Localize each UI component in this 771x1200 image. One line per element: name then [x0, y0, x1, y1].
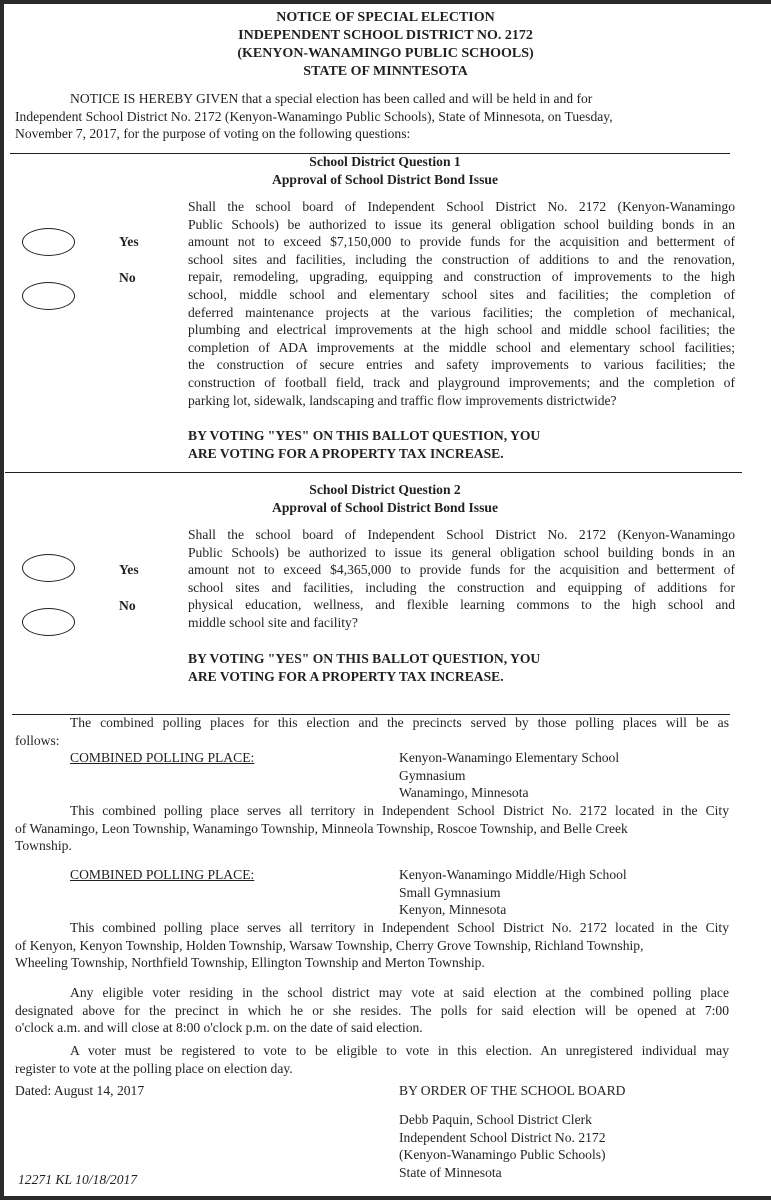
registration-line: A voter must be registered to vote to be eligible to vote in this election. An unregistered individual may	[70, 1043, 729, 1058]
registration-line: register to vote at the polling place on election day.	[15, 1060, 293, 1076]
question-title: School District Question 2	[309, 482, 461, 497]
signature-line: State of Minnesota	[399, 1164, 502, 1180]
served-line: Wheeling Township, Northfield Township, Ellington Township and Merton Township.	[15, 955, 485, 971]
signature-block	[399, 1111, 606, 1181]
question-body-line: Public Schools) be authorized to issue its general obligation school building bonds in an	[188, 216, 735, 232]
header-line: INDEPENDENT SCHOOL DISTRICT NO. 2172	[238, 28, 533, 43]
served-line: of Kenyon, Kenyon Township, Holden Township, Warsaw Township, Cherry Grove Township, Richland Township,	[15, 937, 644, 953]
intro-line: NOTICE IS HEREBY GIVEN that a special election has been called and will be held in and for	[70, 91, 593, 106]
address-line: Kenyon-Wanamingo Elementary School	[399, 750, 620, 765]
address-line: Kenyon, Minnesota	[399, 902, 507, 918]
address-line: Wanamingo, Minnesota	[399, 785, 529, 801]
question-body-line: construction of football field, track and playground improvements; and the completion of	[188, 374, 735, 390]
polling-place-served	[15, 802, 729, 855]
warning-line: BY VOTING "YES" ON THIS BALLOT QUESTION, YOU	[188, 651, 541, 666]
polling-place-label: COMBINED POLLING PLACE:	[70, 867, 255, 882]
divider	[5, 472, 742, 473]
registration-paragraph	[15, 1042, 729, 1077]
warning-line: ARE VOTING FOR A PROPERTY TAX INCREASE.	[188, 445, 504, 461]
question-body-line: parking lot, sidewalk, landscaping and traffic flow improvements districtwide?	[188, 392, 617, 408]
served-line: Township.	[15, 838, 72, 854]
served-line: of Wanamingo, Leon Township, Wanamingo Township, Minneola Township, Roscoe Township, and Belle Creek	[15, 820, 628, 836]
signature-line: Debb Paquin, School District Clerk	[399, 1112, 592, 1127]
eligibility-line: designated above for the precinct in which he or she resides. The polls for said election will be opened at 7:00	[15, 1002, 729, 1018]
intro-line: November 7, 2017, for the purpose of voting on the following questions:	[15, 126, 411, 142]
question-2-heading	[185, 481, 585, 516]
polling-place-label: COMBINED POLLING PLACE:	[70, 750, 255, 765]
question-subtitle: Approval of School District Bond Issue	[272, 499, 498, 515]
question-2-body	[188, 526, 735, 632]
served-line: This combined polling place serves all territory in Independent School District No. 2172 located in the City	[70, 803, 729, 818]
question-body-line: the construction of secure entries and safety improvements to various facilities; the	[188, 357, 735, 373]
served-line: This combined polling place serves all territory in Independent School District No. 2172 located in the City	[70, 920, 729, 935]
eligibility-line: Any eligible voter residing in the school district may vote at said election at the combined polling place	[70, 985, 729, 1000]
notice-code: 12271 KL 10/18/2017	[18, 1172, 138, 1187]
no-vote-oval[interactable]	[22, 608, 75, 636]
question-1-body	[188, 198, 735, 409]
yes-label: Yes	[119, 562, 139, 577]
question-2-warning	[188, 650, 540, 685]
polling-intro-line: The combined polling places for this election and the precincts served by those polling places will be as	[70, 715, 729, 730]
question-body-line: amount not to exceed $4,365,000 to provide funds for the acquisition and betterment of	[188, 562, 735, 578]
question-body-line: Shall the school board of Independent School District No. 2172 (Kenyon-Wanamingo	[188, 199, 735, 214]
notice-header	[0, 9, 771, 81]
question-1-heading	[185, 153, 585, 188]
question-body-line: school, middle school and elementary school sites and facilities; the completion of	[188, 286, 735, 302]
question-body-line: deferred maintenance projects at the various facilities; the completion of mechanical,	[188, 304, 735, 320]
dated: Dated: August 14, 2017	[15, 1083, 145, 1098]
address-line: Small Gymnasium	[399, 884, 501, 900]
polling-place-served	[15, 919, 729, 972]
question-body-line: repair, remodeling, upgrading, equipping and construction of improvements to the high	[188, 269, 735, 285]
question-body-line: completion of ADA improvements at the middle school and elementary school facilities;	[188, 339, 735, 355]
question-body-line: plumbing and electrical improvements at the high school and middle school facilities; the	[188, 322, 735, 338]
question-title: School District Question 1	[309, 154, 461, 169]
no-vote-oval[interactable]	[22, 282, 75, 310]
eligibility-line: o'clock a.m. and will close at 8:00 o'clock p.m. on the date of said election.	[15, 1020, 423, 1036]
intro-paragraph	[15, 90, 613, 143]
yes-vote-oval[interactable]	[22, 554, 75, 582]
yes-vote-oval[interactable]	[22, 228, 75, 256]
no-label: No	[119, 270, 136, 285]
question-subtitle: Approval of School District Bond Issue	[272, 171, 498, 187]
polling-intro-line: follows:	[15, 732, 60, 748]
question-body-line: school sites and facilities, including the construction of additions to and the renovation,	[188, 251, 735, 267]
eligibility-paragraph	[15, 984, 729, 1037]
warning-line: ARE VOTING FOR A PROPERTY TAX INCREASE.	[188, 668, 504, 684]
question-1-warning	[188, 427, 540, 462]
question-body-line: physical education, wellness, and flexible learning commons to the high school and	[188, 597, 735, 613]
question-body-line: Shall the school board of Independent School District No. 2172 (Kenyon-Wanamingo	[188, 527, 735, 542]
question-body-line: amount not to exceed $7,150,000 to provide funds for the acquisition and betterment of	[188, 234, 735, 250]
signature-line: (Kenyon-Wanamingo Public Schools)	[399, 1147, 606, 1163]
intro-line: Independent School District No. 2172 (Kenyon-Wanamingo Public Schools), State of Minnesota, on Tuesday,	[15, 108, 613, 124]
header-line: NOTICE OF SPECIAL ELECTION	[276, 10, 495, 25]
address-line: Gymnasium	[399, 767, 466, 783]
order-line: BY ORDER OF THE SCHOOL BOARD	[399, 1083, 626, 1098]
polling-intro	[15, 714, 729, 749]
yes-label: Yes	[119, 234, 139, 249]
signature-line: Independent School District No. 2172	[399, 1129, 606, 1145]
header-line: (KENYON-WANAMINGO PUBLIC SCHOOLS)	[237, 46, 534, 61]
no-label: No	[119, 598, 136, 613]
address-line: Kenyon-Wanamingo Middle/High School	[399, 867, 627, 882]
header-line: STATE OF MINNTESOTA	[303, 64, 468, 79]
question-body-line: school sites and facilities, including the construction and equipping of additions for	[188, 579, 735, 595]
polling-place-address	[399, 749, 619, 802]
question-body-line: Public Schools) be authorized to issue its general obligation school building bonds in an	[188, 544, 735, 560]
polling-place-address	[399, 866, 627, 919]
warning-line: BY VOTING "YES" ON THIS BALLOT QUESTION, YOU	[188, 428, 541, 443]
question-body-line: middle school site and facility?	[188, 614, 358, 630]
